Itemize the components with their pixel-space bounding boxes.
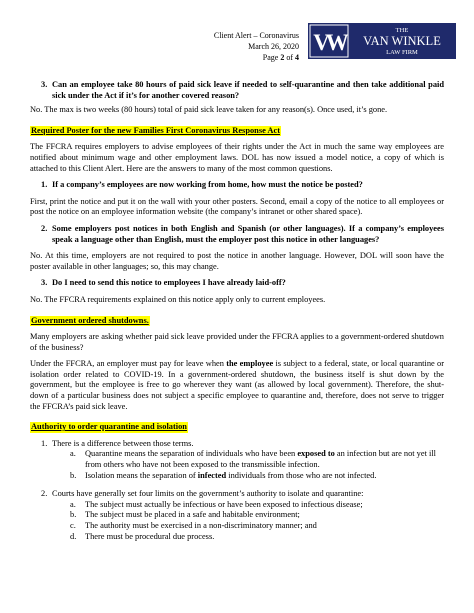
header-meta: [214, 30, 299, 63]
header-date: March 26, 2020: [248, 42, 299, 51]
poster-question-3: 3. Do I need to send this notice to employees I have already laid-off?: [41, 278, 286, 288]
poster-question-1: 1. If a company’s employees are now working from home, how must the notice be posted?: [41, 180, 363, 190]
logo-the: THE: [395, 27, 409, 34]
logo-monogram: VW: [313, 30, 345, 55]
logo-name: VAN WINKLE: [363, 34, 441, 48]
poster-intro: The FFCRA requires employers to advise employees of their rights under the Act in much the same way employees are notified about minimum wage and other employment laws. DOL has now issued a model notice, a copy of which is attached to this Client Alert. Here are the answers to many of the most common questions.: [30, 142, 444, 173]
question-text: Can an employee take 80 hours of paid sick leave if needed to self-quarantine and then take additional paid sick under the Act if it’s for another covered reason?: [52, 80, 444, 100]
van-winkle-logo: [308, 23, 456, 59]
poster-heading-row: [30, 126, 444, 137]
page-total: 4: [295, 53, 299, 62]
sub-item: b. Isolation means the separation of infected individuals from those who are not infected.: [70, 470, 377, 480]
sub-item: a. Quarantine means the separation of individuals who have been exposed to an infection but are not yet ill from others who have not been exposed to the transmissible infection.: [70, 449, 436, 470]
shutdowns-paragraph-1: Many employers are asking whether paid sick leave provided under the FFCRA applies to a government-ordered shutdown of the business?: [30, 332, 444, 352]
sub-item: d. There must be procedural due process.: [70, 531, 215, 541]
list-item: 2. Courts have generally set four limits on the government’s authority to isolate and quarantine:: [41, 489, 364, 499]
poster-question-2: 2. Some employers post notices in both English and Spanish (or other languages). If a company’s employees speak a language other than English, must the employer post this notice in other languages?: [41, 223, 444, 244]
page-number: 2: [280, 53, 285, 62]
sub-item: b. The subject must be placed in a safe and habitable environment;: [70, 510, 300, 520]
list-item: 1. There is a difference between those terms.: [41, 438, 194, 448]
logo-firm: LAW FIRM: [386, 49, 418, 56]
shutdowns-heading-row: [30, 316, 444, 327]
section-heading-poster: Required Poster for the new Families First Coronavirus Response Act: [31, 125, 280, 135]
poster-answer-1: First, print the notice and put it on the wall with your other posters. Second, email a copy of the notice to all employees or post the notice on an employee information website (the company’s intranet or other shared space).: [30, 196, 444, 217]
section-heading-authority: Authority to order quarantine and isolation: [31, 422, 187, 432]
poster-answer-2: No. At this time, employers are not required to post the notice in another language. However, DOL will soon have the poster available in other languages; so, this may change.: [30, 251, 444, 271]
poster-answer-3: No. The FFCRA requirements explained on this notice apply only to current employees.: [30, 294, 326, 304]
question-3: 3. Can an employee take 80 hours of paid sick leave if needed to self-quarantine and then take additional paid sick under the Act if it’s for another covered reason?: [41, 80, 444, 100]
header-title: Client Alert – Coronavirus: [213, 31, 299, 40]
header-page: Page 2 of 4: [262, 53, 299, 62]
authority-heading-row: [30, 422, 444, 433]
shutdowns-paragraph-2: Under the FFCRA, an employer must pay for leave when the employee is subject to a federal, state, or local quarantine or isolation order related to COVID-19. In a government-ordered shutdown, the business itself is shut down by the government, but the employee is free to go wherever they want (as allowed by local government). Therefore, the shut-down of a particular business does not subject a specific employee to quarantine and, therefore, does not serve to trigger the FFCRA’s paid sick leave.: [30, 359, 444, 411]
section-heading-shutdowns: Government ordered shutdowns.: [31, 315, 149, 325]
document-body: [30, 80, 444, 542]
sub-item: c. The authority must be exercised in a non-discriminatory manner; and: [70, 521, 317, 530]
answer-3: No. The max is two weeks (80 hours) total of paid sick leave taken for any reason(s). Once used, it’s gone.: [30, 105, 388, 115]
sub-item: a. The subject must actually be infectious or have been exposed to infectious disease;: [70, 499, 363, 509]
